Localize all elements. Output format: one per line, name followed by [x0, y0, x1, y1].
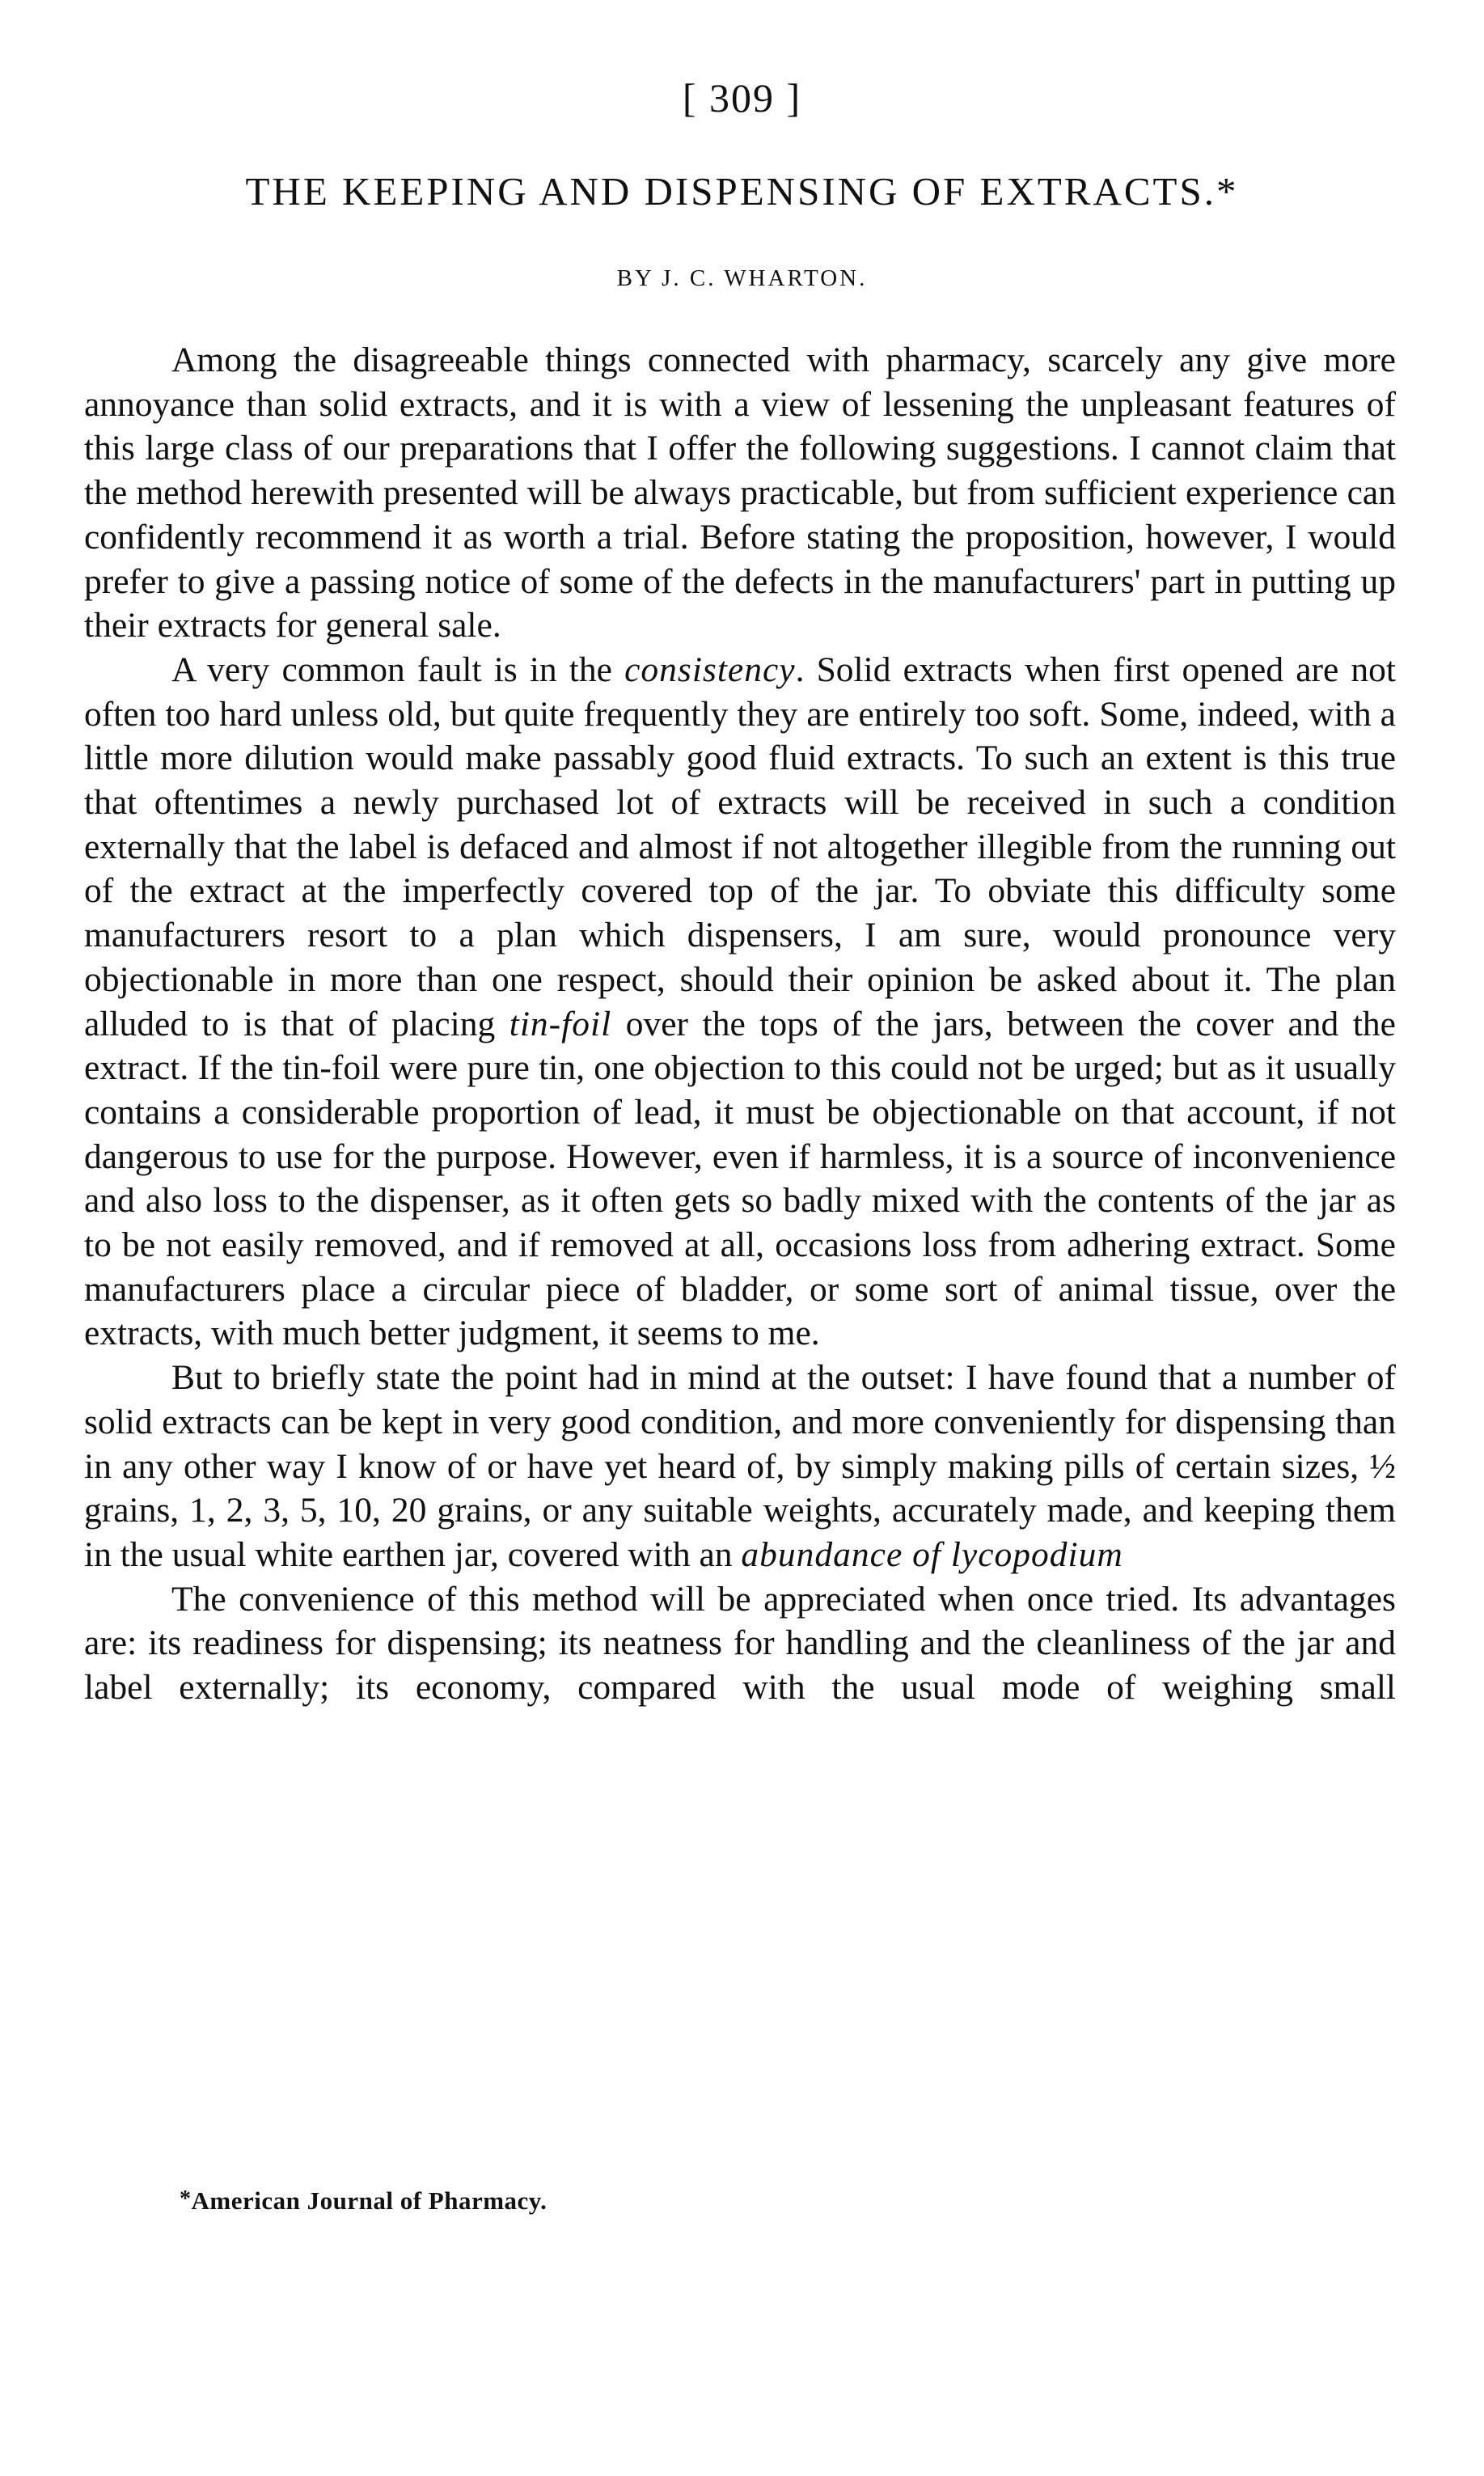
italic-consistency: consistency — [624, 650, 796, 689]
article-title — [0, 168, 1484, 214]
article-body — [84, 338, 1396, 1710]
paragraph-2-part-2: . Solid extracts when first opened are not often too hard unless old, but quite frequently they are entirely too soft. Some, indeed, with a little more dilution would make passably good fluid extracts. To such an extent is this true that oftentimes a newly purchased lot of extracts will be received in such a condition externally that the label is defaced and almost if not altogether illegible from the running out of the extract at the imperfectly covered top of the jar. To obviate this difficulty some manufacturers resort to a plan which dispensers, I am sure, would pronounce very objectionable in more than one respect, should their opinion be asked about it. The plan alluded to is that of placing — [84, 650, 1397, 1043]
article-title-text: THE KEEPING AND DISPENSING OF EXTRACTS. — [245, 169, 1216, 214]
paragraph-2 — [84, 648, 1396, 1356]
paragraph-1: Among the disagreeable things connected with pharmacy, scarcely any give more annoyance than solid extracts, and it is with a view of lessening the unpleasant features of this large class of our preparations that I offer the following suggestions. I cannot claim that the method herewith presented will be always practicable, but from sufficient experience can confidently recommend it as worth a trial. Before stating the proposition, however, I would prefer to give a passing notice of some of the defects in the manufacturers' part in putting up their extracts for general sale. — [84, 341, 1396, 645]
page-number: [ 309 ] — [682, 75, 802, 121]
paragraph-3 — [84, 1356, 1396, 1577]
paragraph-2-part-1: A very common fault is in the — [171, 650, 625, 689]
paragraph-2-part-3: over the tops of the jars, between the cover and the extract. If the tin-foil were pure tin, one objection to this could not be urged; but as it usually contains a considerable proportion of lead, it must be objectionable on that account, if not dangerous to use for the purpose. However, even if harmless, it is a source of inconvenience and also loss to the dispenser, as it often gets so badly mixed with the contents of the jar as to be not easily removed, and if removed at all, occasions loss from adhering extract. Some manufacturers place a circular piece of bladder, or some sort of animal tissue, over the extracts, with much better judgment, it seems to me. — [84, 1004, 1396, 1353]
article-byline: BY J. C. WHARTON. — [616, 265, 868, 291]
paragraph-3-part-1: But to briefly state the point had in mind at the outset: I have found that a number of solid extracts can be kept in very good condition, and more conveniently for dispensing than in any other way I know of or have yet heard of, by simply making pills of certain sizes, ½ grains, 1, 2, 3, 5, 10, 20 grains, or any suitable weights, accurately made, and keeping them in the usual white earthen jar, covered with an — [84, 1358, 1396, 1574]
italic-tin-foil: tin-foil — [509, 1004, 612, 1043]
footnote — [180, 2186, 547, 2216]
title-footnote-mark: * — [1216, 169, 1239, 214]
footnote-mark: * — [180, 2186, 192, 2211]
paragraph-4: The convenience of this method will be appreciated when once tried. Its advantages are: its readiness for dispensing; its neatness for handling and the cleanliness of the jar and label externally; its economy, compared with the usual mode of weighing small — [84, 1579, 1396, 1708]
italic-abundance-of-lycopodium: abundance of lycopodium — [741, 1534, 1123, 1574]
footnote-text: American Journal of Pharmacy. — [191, 2186, 548, 2215]
